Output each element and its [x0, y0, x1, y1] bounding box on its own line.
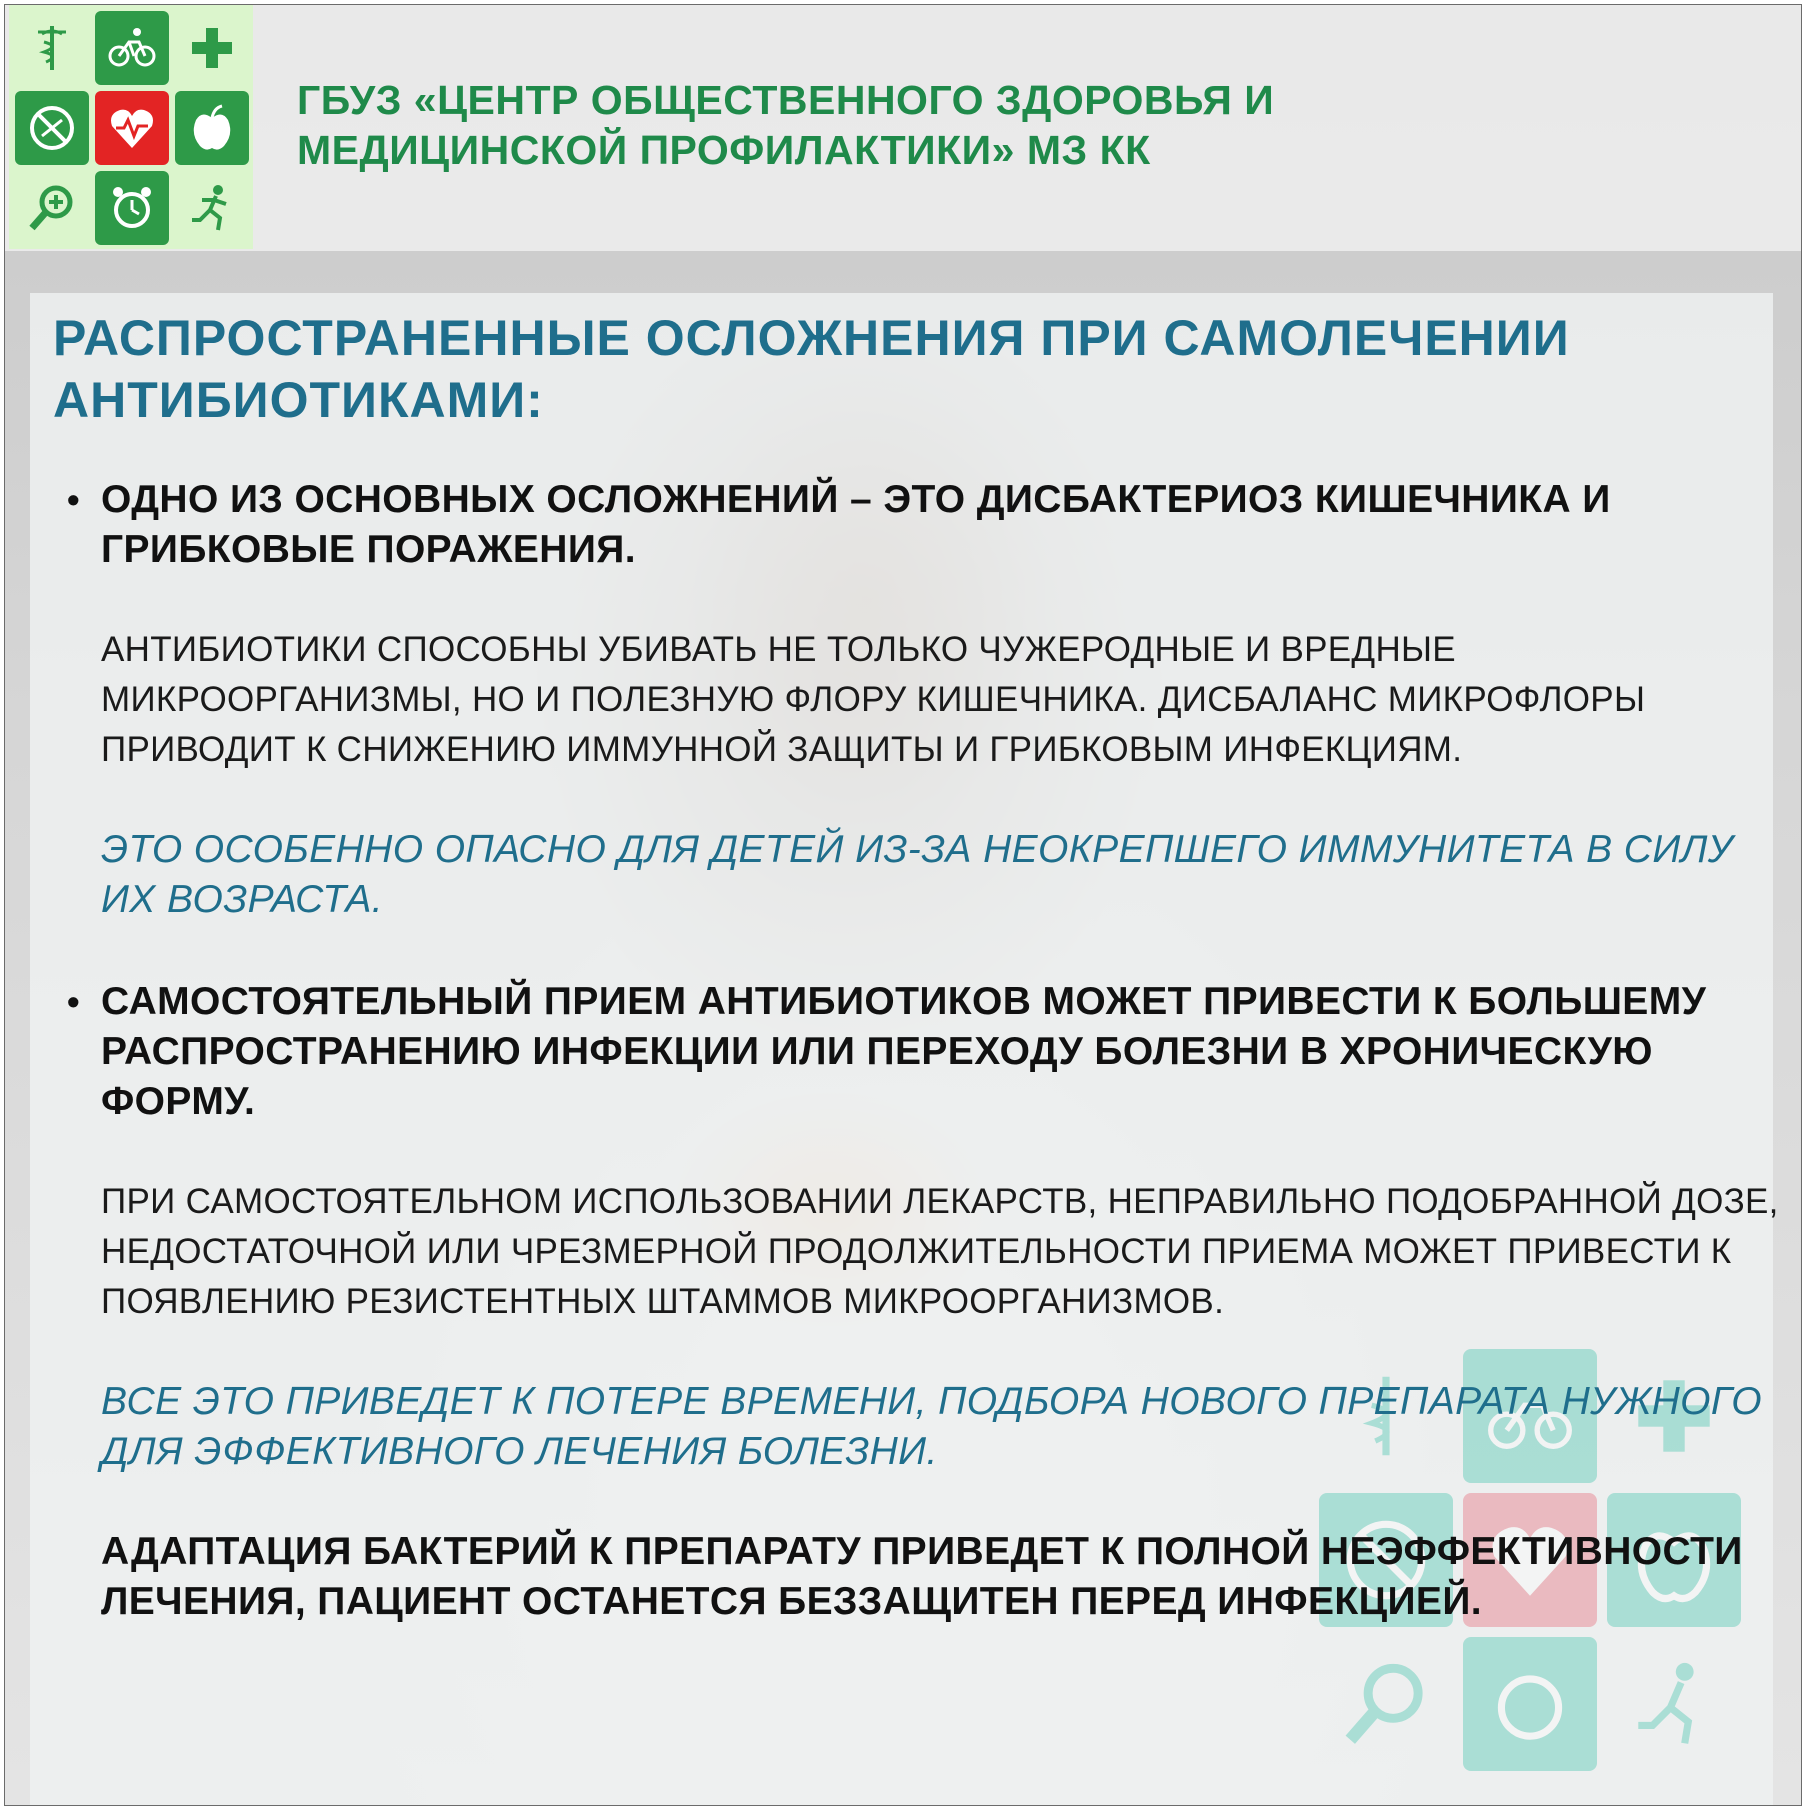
dysbacteriosis-explanation: АНТИБИОТИКИ СПОСОБНЫ УБИВАТЬ НЕ ТОЛЬКО ЧУЖЕРОДНЫЕ И ВРЕДНЫЕ МИКРООРГАНИЗМЫ, НО И ПОЛЕЗНУЮ ФЛОРУ КИШЕЧНИКА. ДИСБАЛАНС МИКРОФЛОРЫ ПРИВОДИТ К СНИЖЕНИЮ ИММУННОЙ ЗАЩИТЫ И ГРИБКОВЫМ ИНФЕКЦИЯМ. — [101, 630, 1646, 769]
header-band — [5, 5, 1801, 251]
page-title — [53, 307, 1753, 431]
organization-name-line2: МЕДИЦИНСКОЙ ПРОФИЛАКТИКИ» МЗ КК — [297, 127, 1151, 173]
poster-frame — [4, 4, 1802, 1806]
caduceus-icon — [15, 11, 89, 85]
bullet-self-treatment-heading: • САМОСТОЯТЕЛЬНЫЙ ПРИЕМ АНТИБИОТИКОВ МОЖЕТ ПРИВЕСТИ К БОЛЬШЕМУ РАСПРОСТРАНЕНИЮ ИНФЕКЦИИ ИЛИ ПЕРЕХОДУ БОЛЕЗНИ В ХРОНИЧЕСКУЮ ФОРМУ. — [101, 977, 1781, 1127]
no-smoking-icon — [15, 91, 89, 165]
plus-icon — [175, 11, 249, 85]
apple-icon — [175, 91, 249, 165]
page-title-line1: РАСПРОСТРАНЕННЫЕ ОСЛОЖНЕНИЯ ПРИ САМОЛЕЧЕНИИ — [53, 310, 1570, 366]
alarm-clock-icon — [1463, 1637, 1597, 1771]
organization-name — [297, 75, 1697, 175]
resistance-explanation: ПРИ САМОСТОЯТЕЛЬНОМ ИСПОЛЬЗОВАНИИ ЛЕКАРСТВ, НЕПРАВИЛЬНО ПОДОБРАННОЙ ДОЗЕ, НЕДОСТАТОЧНОЙ ИЛИ ЧРЕЗМЕРНОЙ ПРОДОЛЖИТЕЛЬНОСТИ ПРИЕМА МОЖЕТ ПРИВЕСТИ К ПОЯВЛЕНИЮ РЕЗИСТЕНТНЫХ ШТАММОВ МИКРООРГАНИЗМОВ. — [101, 1182, 1779, 1321]
runner-icon — [175, 171, 249, 245]
magnifier-plus-icon — [15, 171, 89, 245]
bacteria-adaptation-conclusion: АДАПТАЦИЯ БАКТЕРИЙ К ПРЕПАРАТУ ПРИВЕДЕТ К ПОЛНОЙ НЕЭФФЕКТИВНОСТИ ЛЕЧЕНИЯ, ПАЦИЕНТ ОСТАНЕТСЯ БЕЗЗАЩИТЕН ПЕРЕД ИНФЕКЦИЕЙ. — [101, 1530, 1743, 1623]
magnifier-plus-icon — [1319, 1637, 1453, 1771]
organization-name-line1: ГБУЗ «ЦЕНТР ОБЩЕСТВЕННОГО ЗДОРОВЬЯ И — [297, 77, 1275, 123]
bicycle-icon — [95, 11, 169, 85]
complications-list — [101, 475, 1781, 1627]
runner-icon — [1607, 1637, 1741, 1771]
time-loss-note: ВСЕ ЭТО ПРИВЕДЕТ К ПОТЕРЕ ВРЕМЕНИ, ПОДБОРА НОВОГО ПРЕПАРАТА НУЖНОГО ДЛЯ ЭФФЕКТИВНОГО ЛЕЧЕНИЯ БОЛЕЗНИ. — [101, 1380, 1762, 1473]
page-title-line2: АНТИБИОТИКАМИ: — [53, 372, 544, 428]
children-warning-note: ЭТО ОСОБЕННО ОПАСНО ДЛЯ ДЕТЕЙ ИЗ-ЗА НЕОКРЕПШЕГО ИММУНИТЕТА В СИЛУ ИХ ВОЗРАСТА. — [101, 828, 1734, 921]
heart-pulse-icon — [95, 91, 169, 165]
alarm-clock-icon — [95, 171, 169, 245]
bullet-dysbacteriosis-heading: • ОДНО ИЗ ОСНОВНЫХ ОСЛОЖНЕНИЙ – ЭТО ДИСБАКТЕРИОЗ КИШЕЧНИКА И ГРИБКОВЫЕ ПОРАЖЕНИЯ. — [101, 475, 1781, 575]
organization-logo — [9, 5, 253, 249]
